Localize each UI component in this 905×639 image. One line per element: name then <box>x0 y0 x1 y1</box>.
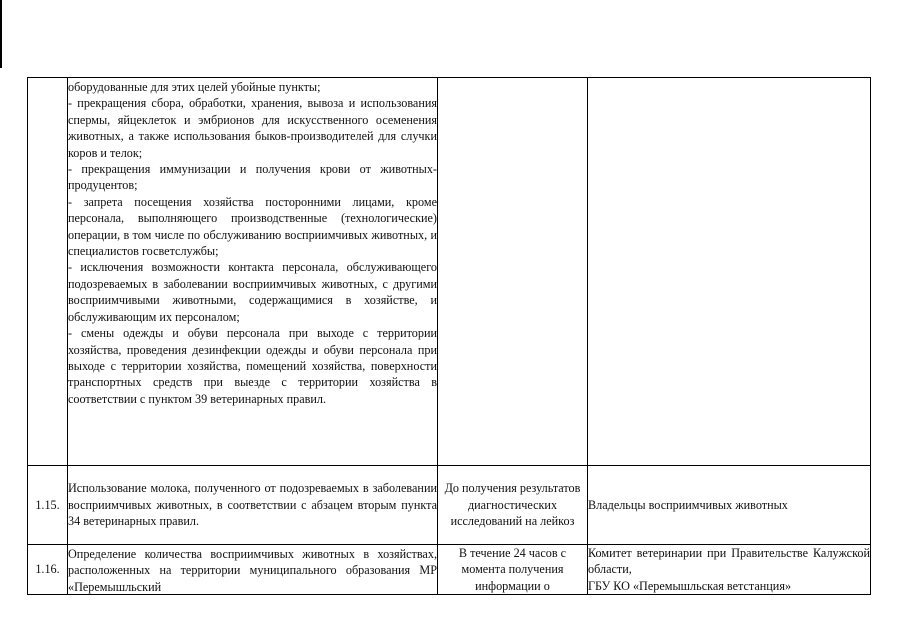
responsible-line: ГБУ КО «Перемышльская ветстанция» <box>588 578 792 593</box>
page-edge-mark <box>0 0 2 68</box>
responsible-line: Комитет ветеринарии при Правительстве Калужской области, <box>588 546 870 577</box>
table-row <box>28 545 871 595</box>
row-number-cell: 1.15. <box>28 466 68 545</box>
measure-cell <box>68 545 438 595</box>
row-number-cell <box>28 78 68 466</box>
measure-paragraph: оборудованные для этих целей убойные пункты; <box>68 80 321 94</box>
table-row <box>28 78 871 466</box>
responsible-line: Владельцы восприимчивых животных <box>588 497 788 512</box>
table-row <box>28 466 871 545</box>
deadline-cell: До получения результатов диагностических исследований на лейкоз <box>438 466 588 545</box>
deadline-cell <box>438 545 588 595</box>
measure-cell <box>68 466 438 545</box>
measures-table <box>27 77 871 595</box>
responsible-cell <box>588 545 871 595</box>
measure-paragraph: - исключения возможности контакта персонала, обслуживающего подозреваемых в заболевании восприимчивых животных, с другими восприимчивыми животными, содержащимися в хозяйстве, и обслуживающим их персоналом; <box>68 260 437 324</box>
measure-paragraph: Определение количества восприимчивых животных в хозяйствах, расположенных на территории муниципального образования МР «Перемышльский <box>68 547 437 594</box>
responsible-cell <box>588 466 871 545</box>
measure-paragraph: - смены одежды и обуви персонала при выходе с территории хозяйства, проведения дезинфекции одежды и обуви персонала при выходе с территории хозяйства, помещений хозяйства, поверхности транспортных средств при выезде с территории хозяйства в соответствии с пунктом 39 ветеринарных правил. <box>68 326 437 406</box>
measure-paragraph: Использование молока, полученного от подозреваемых в заболевании восприимчивых животных, в соответствии с абзацем вторым пункта 34 ветеринарных правил. <box>68 481 437 529</box>
deadline-cell <box>438 78 588 466</box>
measure-paragraph: - запрета посещения хозяйства посторонними лицами, кроме персонала, выполняющего производственные (технологические) операции, в том числе по обслуживанию восприимчивых животных, и специалистов госветслужбы; <box>68 194 437 259</box>
measure-paragraph: - прекращения сбора, обработки, хранения, вывоза и использования спермы, яйцеклеток и эмбрионов для искусственного осеменения животных, а также использования быков-производителей для случки коров и телок; <box>68 96 437 160</box>
responsible-cell <box>588 78 871 466</box>
row-number-cell: 1.16. <box>28 545 68 595</box>
measure-cell <box>68 78 438 466</box>
measure-paragraph: - прекращения иммунизации и получения крови от животных-продуцентов; <box>68 162 437 193</box>
deadline-text: В течение 24 часов с момента получения информации о <box>458 546 567 593</box>
